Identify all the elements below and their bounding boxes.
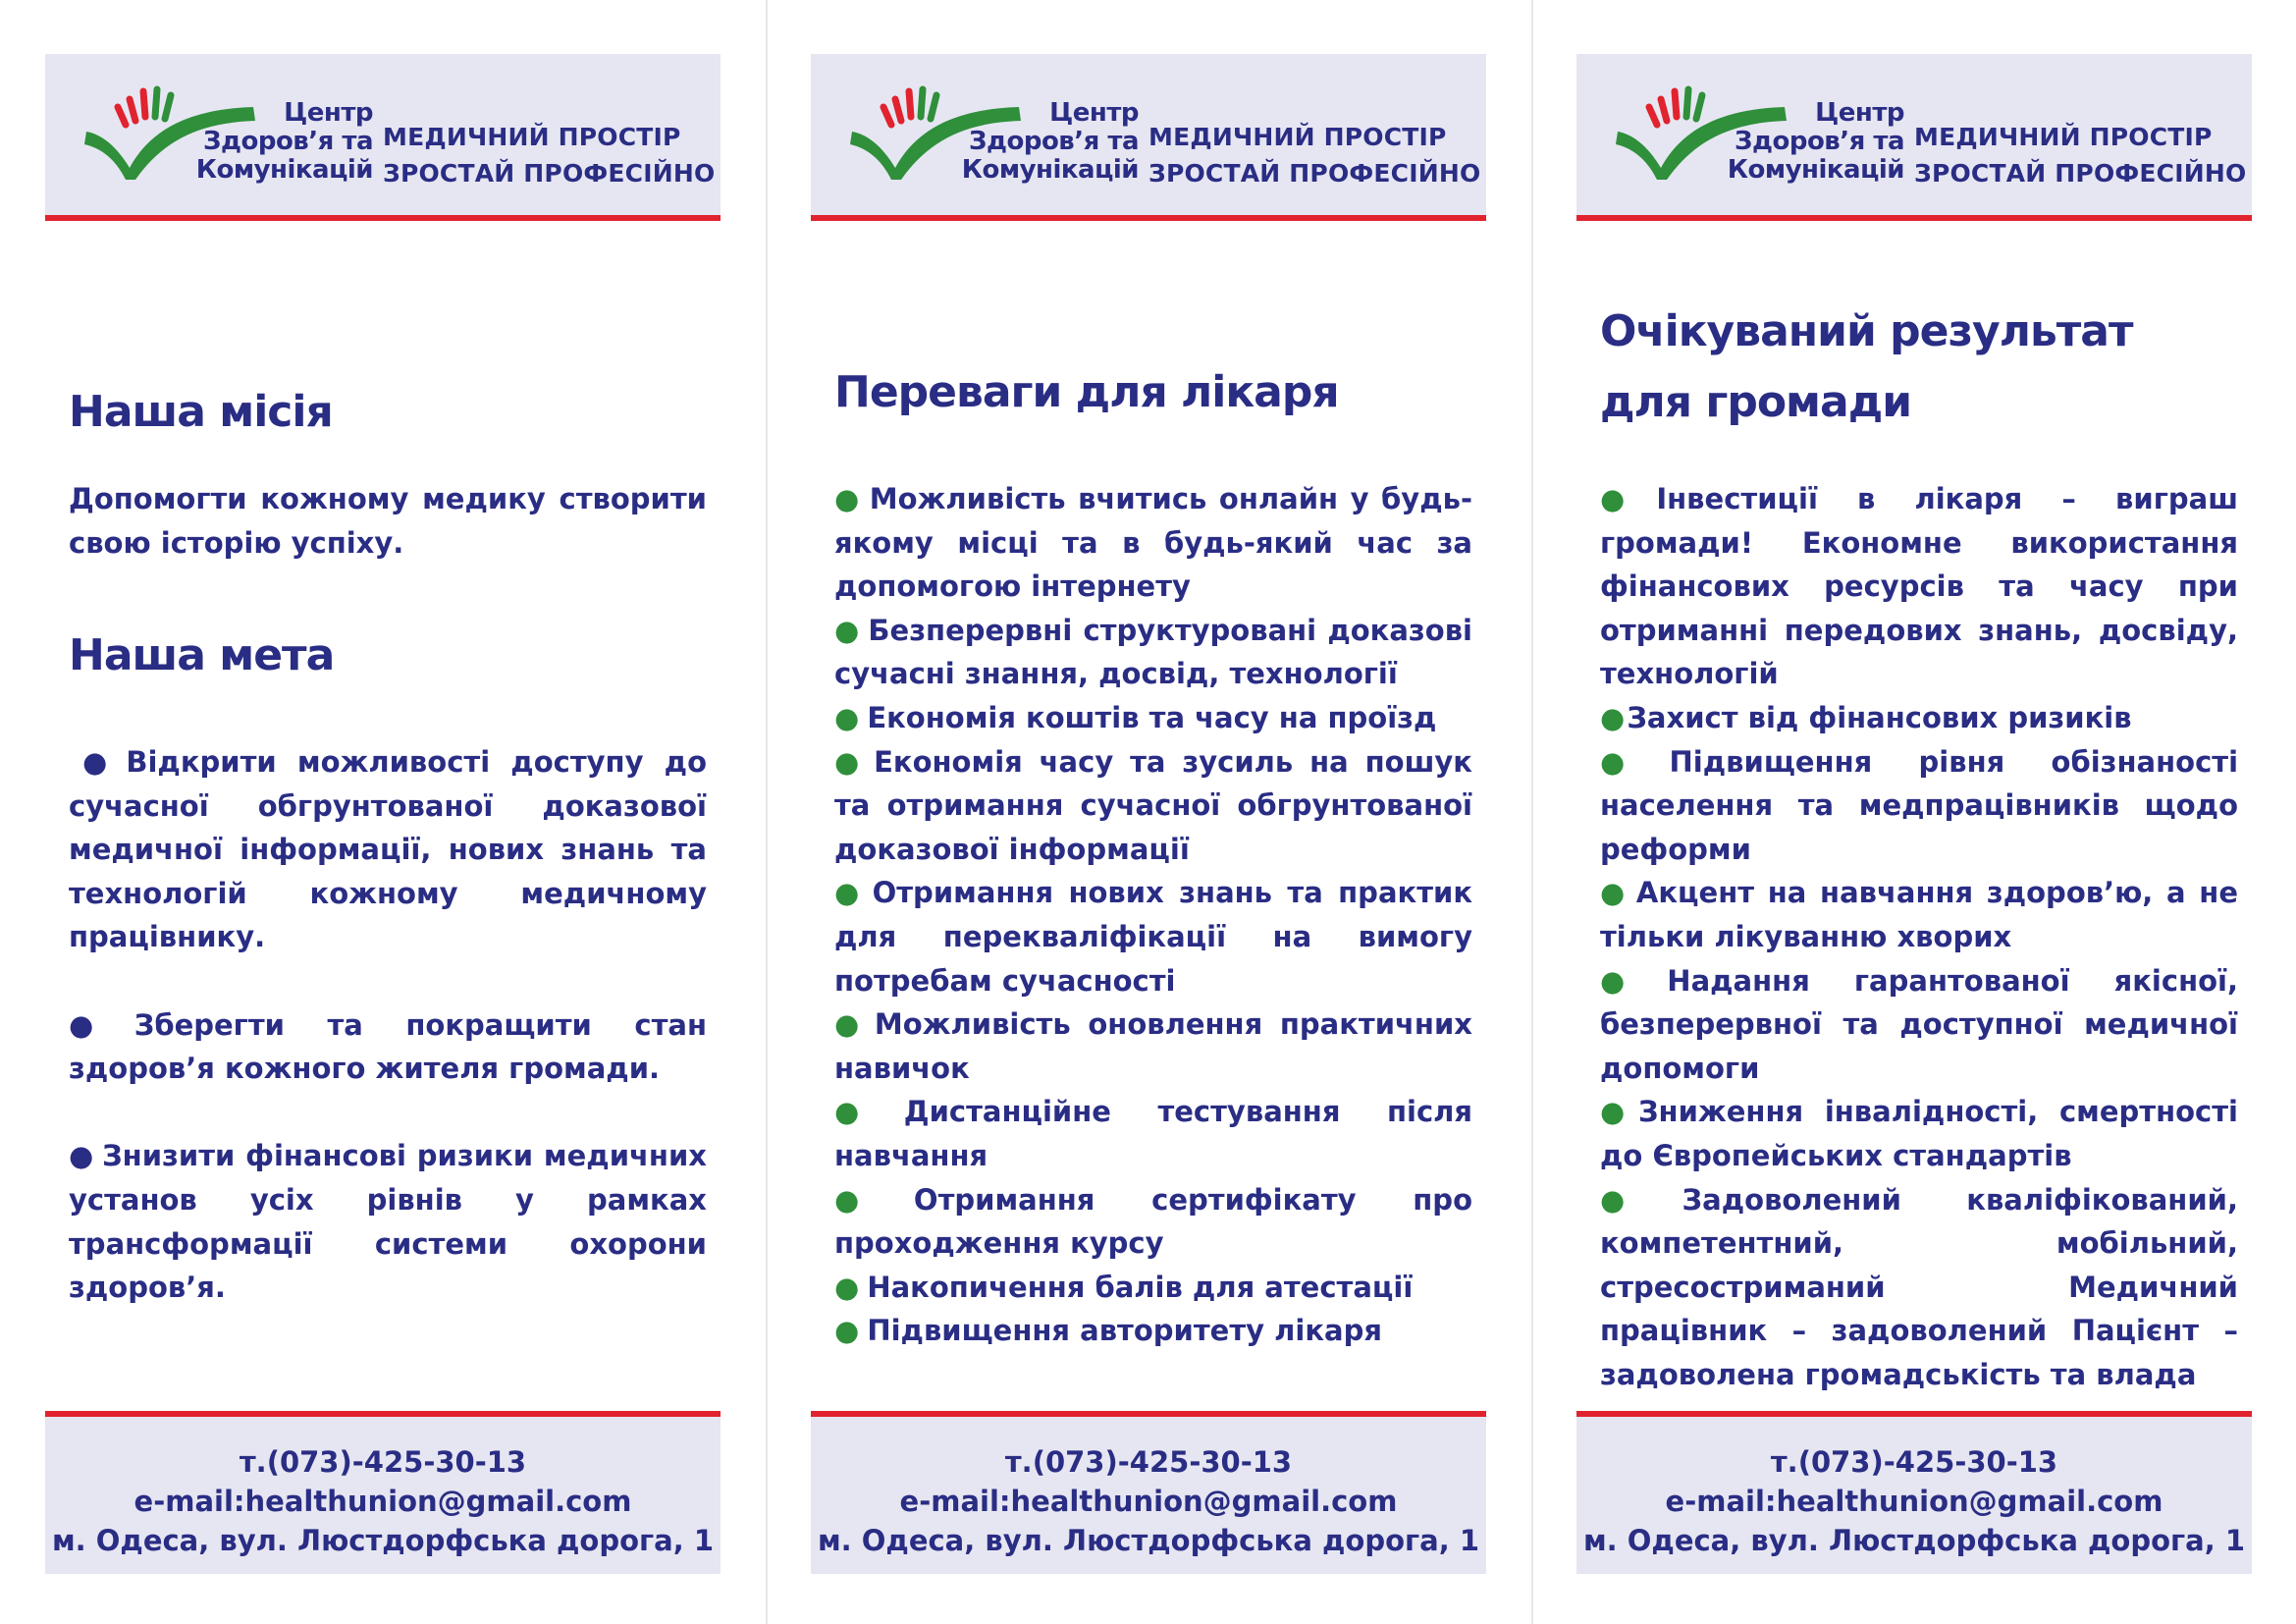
goal-list (69, 740, 707, 1310)
bullet-icon: ● (1600, 700, 1626, 734)
bullet-icon: ● (1600, 876, 1629, 910)
list-item: ● Підвищення авторитету лікаря (834, 1314, 1382, 1348)
bullet-icon: ● (834, 744, 867, 779)
list-item: ● Економія часу та зусиль на пошук та отримання сучасної обгрунтованої доказової інформації (834, 744, 1472, 866)
header-band (45, 54, 721, 221)
phone-number[interactable]: т.(073)-425-30-13 (1770, 1445, 2058, 1479)
logo-wordmark (1716, 99, 1904, 185)
list-item: ● Накопичення балів для атестації (834, 1270, 1414, 1304)
list-item: ● Акцент на навчання здоров’ю, а не тільки лікуванню хворих (1600, 876, 2238, 953)
bullet-icon: ● (69, 1139, 95, 1173)
address: м. Одеса, вул. Люстдорфська дорога, 1 (817, 1524, 1480, 1557)
list-item: ●Зниження інвалідності, смертності до Європейських стандартів (1600, 1095, 2238, 1172)
phone-number[interactable]: т.(073)-425-30-13 (239, 1445, 527, 1479)
benefits-list (834, 477, 1472, 1353)
header-band (811, 54, 1486, 221)
list-item: ● Відкрити можливості доступу до сучасної обгрунтованої доказової медичної інформації, нових знань та технологій кожному медичному працівнику. (69, 745, 707, 954)
tagline-line-2: ЗРОСТАЙ ПРОФЕСІЙНО (383, 159, 716, 188)
results-list (1600, 477, 2238, 1396)
bullet-icon: ● (834, 613, 861, 647)
tagline (383, 119, 715, 191)
email-link[interactable]: e-mail:healthunion@gmail.com (1665, 1485, 2163, 1518)
list-item: ●Задоволений кваліфікований, компетентний, мобільний, стресостриманий Медичний працівник – задоволений Пацієнт – задоволена громадськість та влада (1600, 1182, 2238, 1391)
tagline (1914, 119, 2246, 191)
bullet-icon: ● (69, 1007, 127, 1042)
list-item: ● Можливість оновлення практичних навичок (834, 1007, 1472, 1085)
bullet-icon: ● (1600, 482, 1655, 515)
bullet-icon: ● (82, 745, 119, 779)
fold-line-1 (766, 0, 768, 1624)
tagline-line-1: МЕДИЧНИЙ ПРОСТІР (1148, 123, 1447, 151)
goal-title: Наша мета (69, 630, 335, 680)
list-item: ● Безперервні структуровані доказові сучасні знання, досвід, технології (834, 613, 1472, 691)
fold-line-2 (1531, 0, 1533, 1624)
logo-wordmark (950, 99, 1139, 185)
contact-footer (1576, 1411, 2252, 1574)
bullet-icon: ● (834, 482, 862, 515)
logo-line-3: Комунікацій (961, 155, 1139, 185)
list-item: ● Зберегти та покращити стан здоров’я кожного жителя громади. (69, 1007, 707, 1086)
bullet-icon: ● (1600, 744, 1662, 779)
logo-line-1: Центр (1049, 98, 1139, 128)
list-item: ● Надання гарантованої якісної, безперервної та доступної медичної допомоги (1600, 963, 2238, 1085)
bullet-icon: ● (834, 1007, 867, 1042)
tagline-line-2: ЗРОСТАЙ ПРОФЕСІЙНО (1914, 159, 2247, 188)
bullet-icon: ● (1600, 1095, 1636, 1129)
bullet-icon: ● (1600, 1182, 1681, 1217)
bullet-icon: ● (1600, 963, 1660, 998)
logo-line-3: Комунікацій (195, 155, 373, 185)
tagline-line-1: МЕДИЧНИЙ ПРОСТІР (383, 123, 681, 151)
list-item: ● Дистанційне тестування після навчання (834, 1095, 1472, 1172)
list-item: ●Інвестиції в лікаря – виграш громади! Економне використання фінансових ресурсів та часу при отриманні передових знань, досвіду, технологій (1600, 482, 2238, 691)
tagline (1148, 119, 1480, 191)
logo-line-2: Здоров’я та (203, 127, 373, 156)
logo-line-1: Центр (1815, 98, 1904, 128)
mission-title: Наша місія (69, 387, 333, 437)
panel-mission (45, 0, 721, 1624)
logo-wordmark (185, 99, 373, 185)
bullet-icon: ● (834, 1095, 896, 1129)
address: м. Одеса, вул. Люстдорфська дорога, 1 (1582, 1524, 2246, 1557)
bullet-icon: ● (834, 1270, 860, 1304)
bullet-icon: ● (834, 1314, 860, 1348)
tagline-line-2: ЗРОСТАЙ ПРОФЕСІЙНО (1148, 159, 1481, 188)
address: м. Одеса, вул. Люстдорфська дорога, 1 (51, 1524, 715, 1557)
list-item: ● Отримання нових знань та практик для перекваліфікації на вимогу потребам сучасності (834, 876, 1473, 998)
logo-line-1: Центр (284, 98, 373, 128)
phone-number[interactable]: т.(073)-425-30-13 (1004, 1445, 1293, 1479)
results-title: Очікуваний результат для громади (1600, 306, 2133, 427)
logo-line-2: Здоров’я та (969, 127, 1139, 156)
bullet-icon: ● (834, 1182, 906, 1217)
panel-doctor-benefits (811, 0, 1486, 1624)
list-item: ● Знизити фінансові ризики медичних установ усіх рівнів у рамках трансформації системи охорони здоров’я. (69, 1139, 707, 1305)
bullet-icon: ● (834, 876, 865, 910)
benefits-title: Переваги для лікаря (834, 367, 1339, 417)
email-link[interactable]: e-mail:healthunion@gmail.com (133, 1485, 632, 1518)
logo-line-3: Комунікацій (1727, 155, 1904, 185)
tagline-line-1: МЕДИЧНИЙ ПРОСТІР (1914, 123, 2213, 151)
list-item: ● Можливість вчитись онлайн у будь-якому місці та в будь-який час за допомогою інтернету (834, 482, 1472, 604)
list-item: ● Економія коштів та часу на проїзд (834, 700, 1437, 734)
email-link[interactable]: e-mail:healthunion@gmail.com (899, 1485, 1398, 1518)
list-item: ●Захист від фінансових ризиків (1600, 700, 2132, 734)
list-item: ● Підвищення рівня обізнаності населення та медпрацівників щодо реформи (1600, 744, 2239, 866)
mission-text: Допомогти кожному медику створити свою історію успіху. (69, 482, 707, 560)
logo-line-2: Здоров’я та (1735, 127, 1904, 156)
bullet-icon: ● (834, 700, 860, 734)
contact-footer (45, 1411, 721, 1574)
contact-footer (811, 1411, 1486, 1574)
header-band (1576, 54, 2252, 221)
panel-community-results (1576, 0, 2252, 1624)
list-item: ● Отримання сертифікату про проходження курсу (834, 1182, 1472, 1261)
